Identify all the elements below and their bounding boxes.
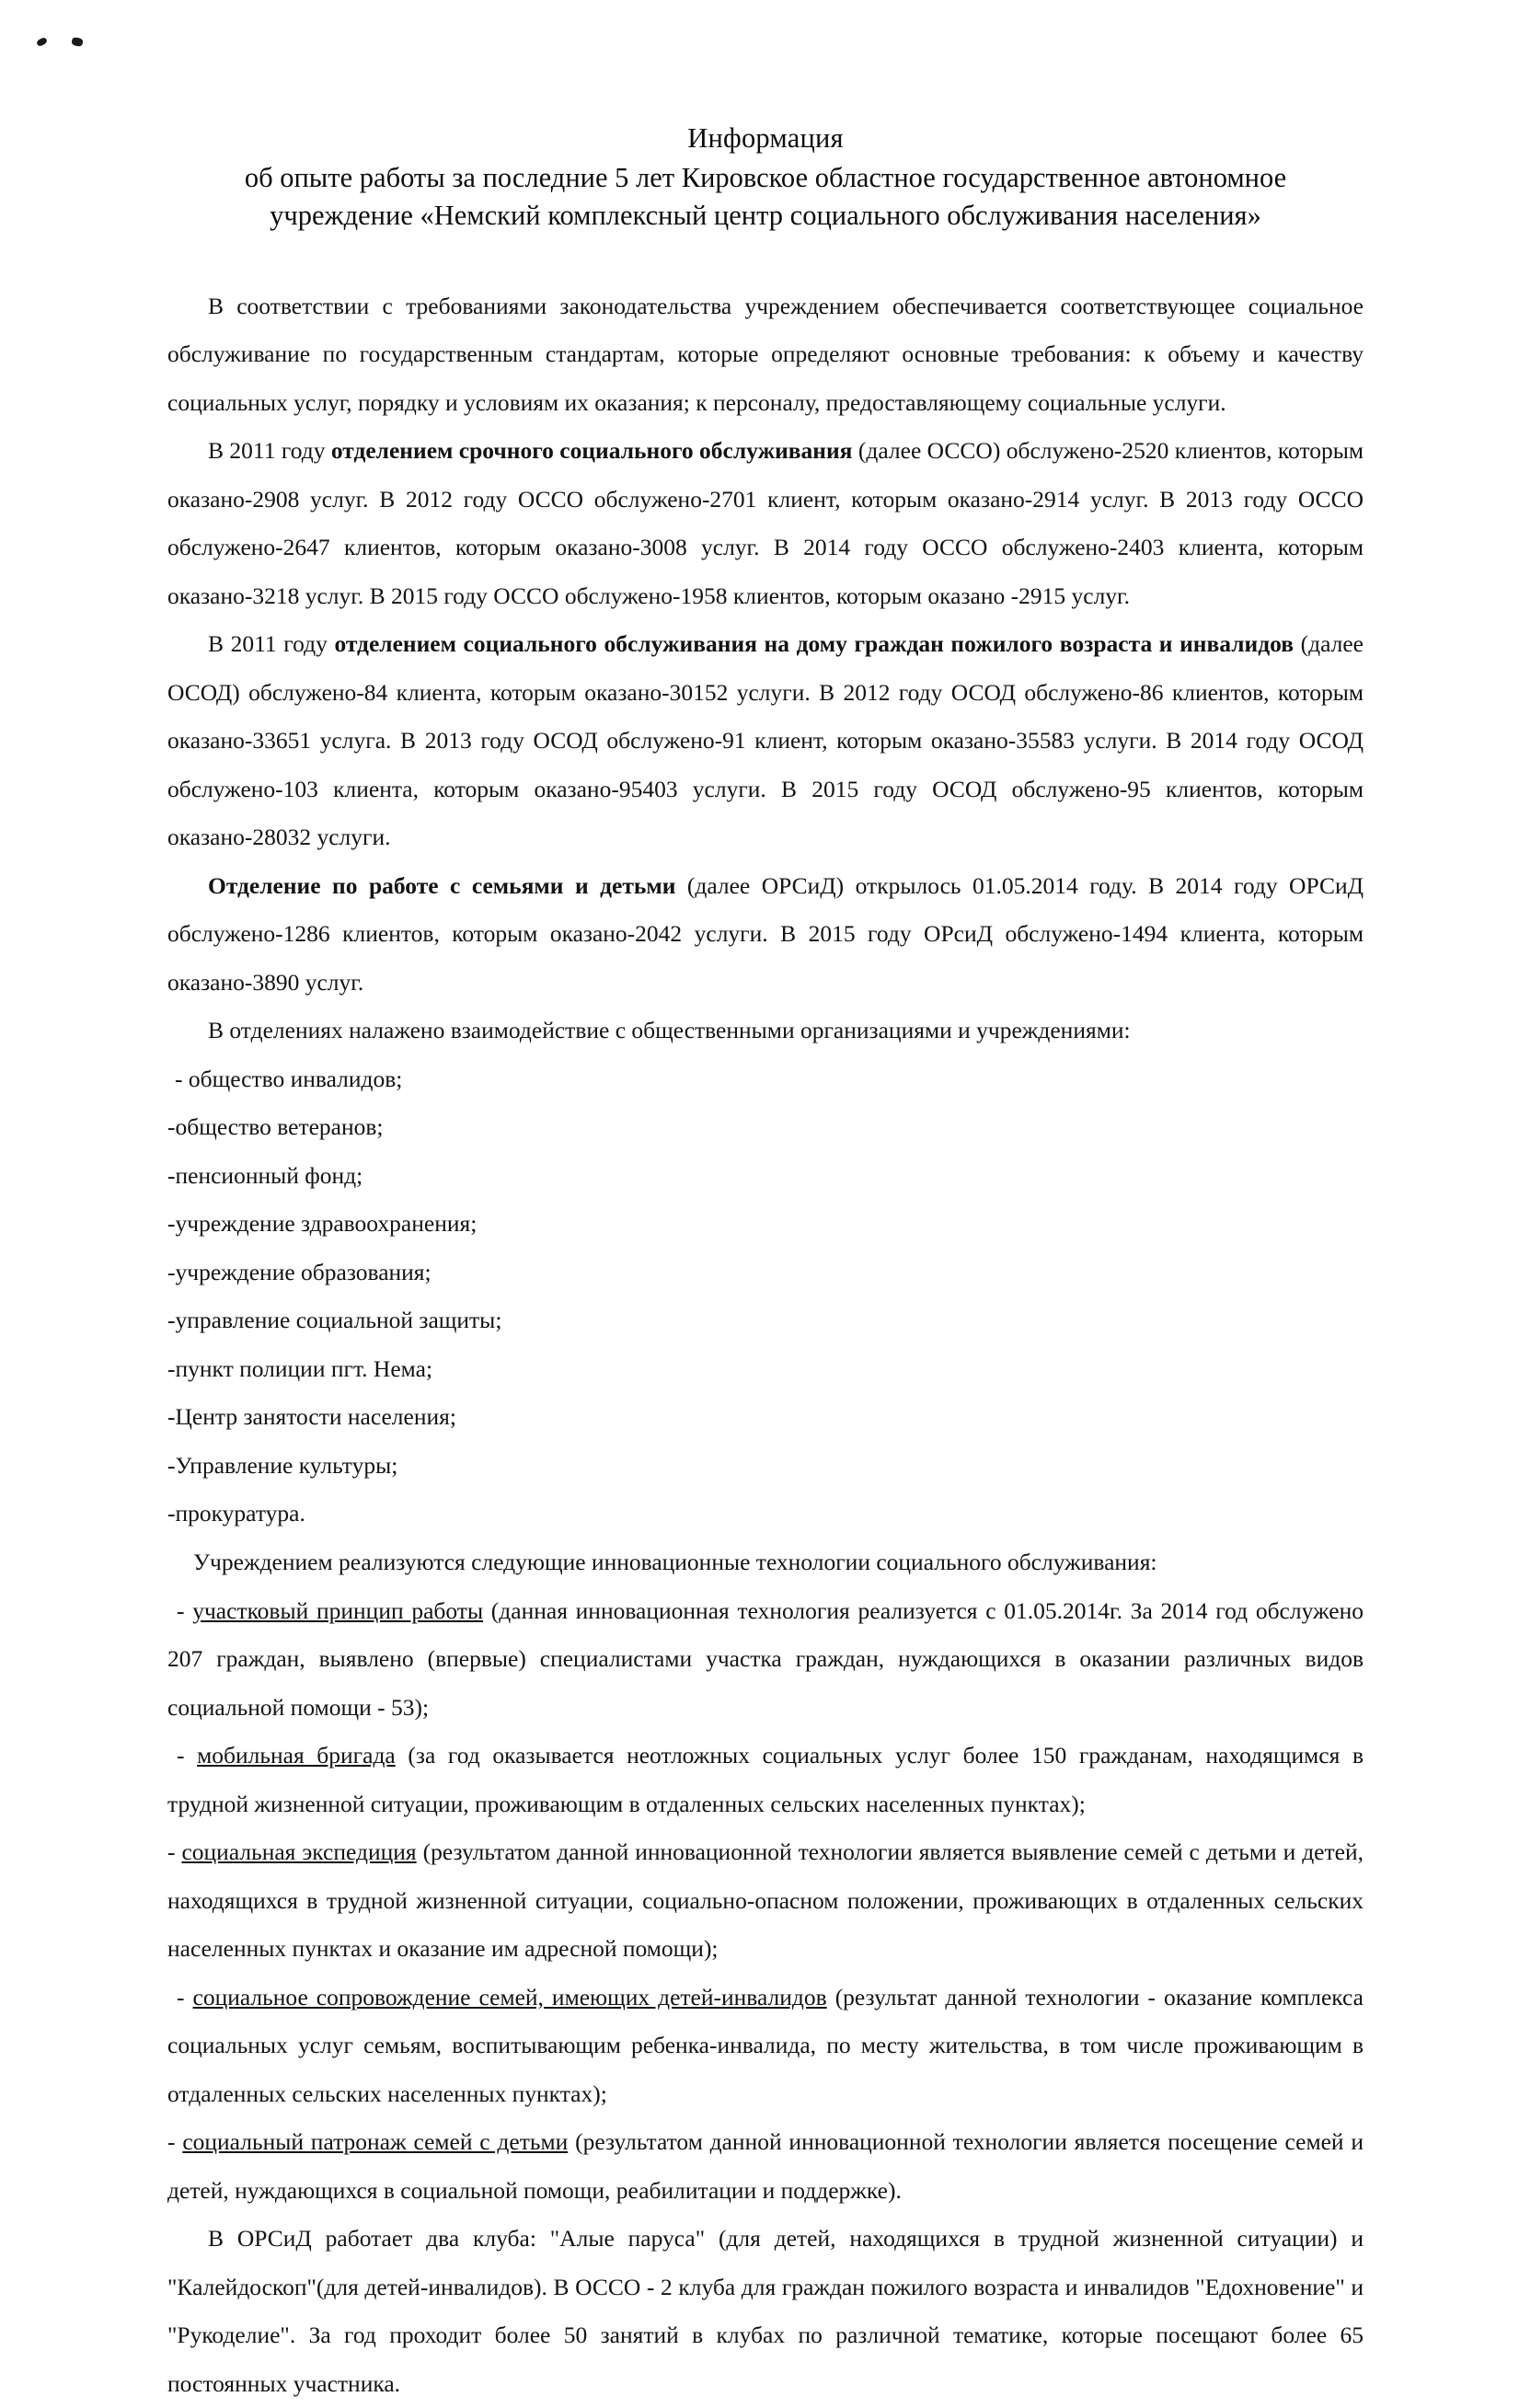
list-item: -Управление культуры;: [167, 1451, 398, 1479]
technology-item: [167, 1732, 1364, 1828]
paragraph-osod: [167, 620, 1364, 862]
list-item: - общество инвалидов;: [175, 1065, 403, 1092]
title-subheading: об опыте работы за последние 5 лет Кировское областное государственное автономное учреждение «Немский комплексный центр социального обслуживания населения»: [244, 161, 1287, 231]
orsid-department-name: Отделение по работе с семьями и детьми: [208, 871, 676, 899]
technology-description: (результатом данной инновационной технологии является посещение семей и детей, нуждающихся в социальной помощи, реабилитации и поддержке).: [167, 2128, 1364, 2204]
list-item: -учреждение образования;: [167, 1258, 432, 1285]
technology-title: участковый принцип работы: [192, 1596, 484, 1624]
document-content: [167, 0, 1364, 2408]
paragraph-technologies-intro: Учреждением реализуются следующие инновационные технологии социального обслуживания:: [193, 1548, 1157, 1575]
technology-description: (результатом данной инновационной технологии является выявление семей с детьми и детей, находящихся в трудной жизненной ситуации, социально-опасном положении, проживающих в отдаленных сельских населенных пунктах и оказание им адресной помощи);: [167, 1838, 1364, 1963]
list-item: -общество ветеранов;: [167, 1113, 384, 1141]
osod-lead-text: В 2011 году: [208, 630, 335, 658]
osso-department-name: отделением срочного социального обслуживания: [330, 437, 853, 465]
scan-artifact-speck: [75, 40, 82, 46]
technology-item: [167, 1828, 1364, 1974]
orsid-statistics-text: (далее ОРСиД) открылось 01.05.2014 году. В 2014 году ОРСиД обслужено-1286 клиентов, которым оказано-2042 услуги. В 2015 году ОРсиД обслужено-1494 клиента, которым оказано-3890 услуг.: [167, 871, 1364, 996]
technology-item: [167, 2118, 1364, 2215]
technology-item: [167, 1587, 1364, 1733]
paragraph-orsid: [167, 862, 1364, 1008]
technology-item: [167, 1974, 1364, 2119]
technology-description: (результат данной технологии - оказание комплекса социальных услуг семьям, воспитывающим ребенка-инвалида, по месту жительства, в том числе проживающим в отдаленных сельских населенных пунктах);: [167, 1983, 1364, 2107]
technology-dash: -: [177, 1596, 193, 1624]
list-item: -Центр занятости населения;: [167, 1403, 456, 1431]
technology-title: социальный патронаж семей с детьми: [182, 2128, 569, 2156]
osso-lead-text: В 2011 году: [208, 437, 331, 465]
scan-artifact-speck: [36, 37, 48, 47]
paragraph-osso: [167, 427, 1364, 620]
technology-title: мобильная бригада: [197, 1742, 396, 1769]
technology-dash: -: [177, 1742, 198, 1769]
paragraph-partners-intro: В отделениях налажено взаимодействие с общественными организациями и учреждениями:: [208, 1017, 1131, 1044]
paragraph-clubs: В ОРСиД работает два клуба: "Алые паруса" (для детей, находящихся в трудной жизненной ситуации) и "Калейдоскоп"(для детей-инвалидов). В ОССО - 2 клуба для граждан пожилого возраста и инвалидов "Едохновение" и "Рукоделие". За год проходит более 50 занятий в клубах по различной тематике, которые посещают более 65 постоянных участника.: [167, 2225, 1364, 2397]
osod-department-name: отделением социального обслуживания на дому граждан пожилого возраста и инвалидов: [334, 630, 1294, 658]
osso-statistics-text: (далее ОССО) обслужено-2520 клиентов, которым оказано-2908 услуг. В 2012 году ОССО обслужено-2701 клиент, которым оказано-2914 услуг. В 2013 году ОССО обслужено-2647 клиентов, которым оказано-3008 услуг. В 2014 году ОССО обслужено-2403 клиента, которым оказано-3218 услуг. В 2015 году ОССО обслужено-1958 клиентов, которым оказано -2915 услуг.: [167, 437, 1364, 609]
technology-title: социальная экспедиция: [181, 1838, 417, 1866]
document-body: [167, 282, 1364, 2408]
list-item: -пенсионный фонд;: [167, 1161, 363, 1189]
list-item: -прокуратура.: [167, 1500, 305, 1527]
technology-dash: -: [167, 1838, 182, 1866]
technology-description: (за год оказывается неотложных социальных услуг более 150 гражданам, находящимся в трудной жизненной ситуации, проживающим в отдаленных сельских населенных пунктах);: [167, 1742, 1364, 1817]
paragraph-legislation: В соответствии с требованиями законодательства учреждением обеспечивается соответствующее социальное обслуживание по государственным стандартам, которые определяют основные требования: к объему и качеству социальных услуг, порядку и условиям их оказания; к персоналу, предоставляющему социальные услуги.: [167, 292, 1364, 416]
technology-dash: -: [177, 1983, 193, 2011]
technology-title: социальное сопровождение семей, имеющих детей-инвалидов: [192, 1983, 827, 2011]
list-item: -учреждение здравоохранения;: [167, 1210, 478, 1238]
osod-statistics-text: (далее ОСОД) обслужено-84 клиента, которым оказано-30152 услуги. В 2012 году ОСОД обслужено-86 клиентов, которым оказано-33651 услуга. В 2013 году ОСОД обслужено-91 клиент, которым оказано-35583 услуги. В 2014 году ОСОД обслужено-103 клиента, которым оказано-95403 услуги. В 2015 году ОСОД обслужено-95 клиентов, которым оказано-28032 услуги.: [167, 630, 1364, 851]
technology-dash: -: [167, 2128, 183, 2156]
technology-description: (данная инновационная технология реализуется с 01.05.2014г. За 2014 год обслужено 207 граждан, выявлено (впервые) специалистами участка граждан, нуждающихся в оказании различных видов социальной помощи - 53);: [167, 1596, 1364, 1721]
list-item: -управление социальной защиты;: [167, 1307, 502, 1334]
list-item: -пункт полиции пгт. Нема;: [167, 1354, 433, 1382]
title-heading: Информация: [687, 122, 844, 154]
document-title: [167, 120, 1364, 235]
